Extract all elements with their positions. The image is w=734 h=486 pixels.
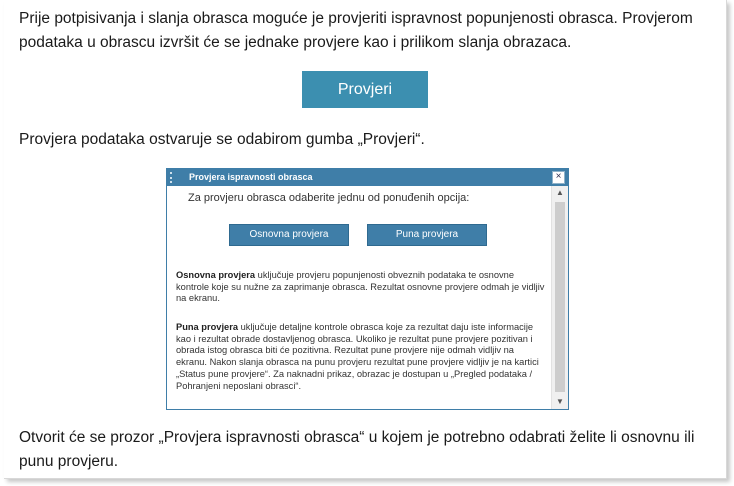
validation-dialog bbox=[166, 168, 569, 410]
close-icon[interactable]: × bbox=[552, 171, 565, 184]
full-check-text: uključuje detaljne kontrole obrasca koje za rezultat daju iste informacije kao i rezultat obrade dostavljenog obrasca. Ukoliko je rezultat pune provjere pozitivan i obrada istog obrasca biti će pozitivna. Rezultat pune provjere nije odmah vidljiv na ekranu. Nakon slanja obrasca na punu provjeru rezultat pune provjere vidljiv je na kartici „Status pune provjere“. Za naknadni prikaz, obrazac je dostupan u „Pregled podataka / Pohranjeni neposlani obrasci“. bbox=[176, 322, 539, 391]
basic-check-term: Osnovna provjera bbox=[176, 270, 256, 280]
dialog-title: Provjera ispravnosti obrasca bbox=[189, 172, 313, 182]
full-check-term: Puna provjera bbox=[176, 322, 239, 332]
dialog-body bbox=[167, 186, 551, 408]
dialog-title-bar[interactable] bbox=[167, 169, 568, 186]
scroll-up-icon[interactable]: ▲ bbox=[556, 188, 564, 197]
basic-check-button[interactable]: Osnovna provjera bbox=[229, 224, 349, 246]
intro-paragraph: Prije potpisivanja i slanja obrasca moguće je provjeriti ispravnost popunjenosti obrasca. Provjerom podataka u obrascu izvršit će se jednake provjere kao i prilikom slanja obrazaca. bbox=[19, 10, 693, 51]
document-page bbox=[4, 0, 727, 479]
basic-check-text: uključuje provjeru popunjenosti obveznih podataka te osnovne kontrole koje su nužne za zaprimanje obrasca. Rezultat osnovne provjere odmah je vidljiv na ekranu. bbox=[176, 270, 545, 304]
full-check-button[interactable]: Puna provjera bbox=[367, 224, 487, 246]
full-check-description bbox=[176, 322, 546, 392]
scroll-down-icon[interactable]: ▼ bbox=[556, 397, 564, 406]
basic-check-description bbox=[176, 270, 546, 305]
check-button[interactable]: Provjeri bbox=[302, 71, 428, 108]
dialog-instruction: Za provjeru obrasca odaberite jednu od ponuđenih opcija: bbox=[188, 192, 470, 204]
scrollbar-thumb[interactable] bbox=[555, 202, 565, 392]
check-note-paragraph: Provjera podataka ostvaruje se odabirom gumba „Provjeri“. bbox=[19, 131, 425, 148]
outro-paragraph: Otvorit će se prozor „Provjera ispravnosti obrasca“ u kojem je potrebno odabrati želite li osnovnu ili punu provjeru. bbox=[19, 429, 695, 470]
drag-grip-icon[interactable] bbox=[170, 172, 174, 183]
dialog-scrollbar[interactable] bbox=[551, 186, 568, 409]
